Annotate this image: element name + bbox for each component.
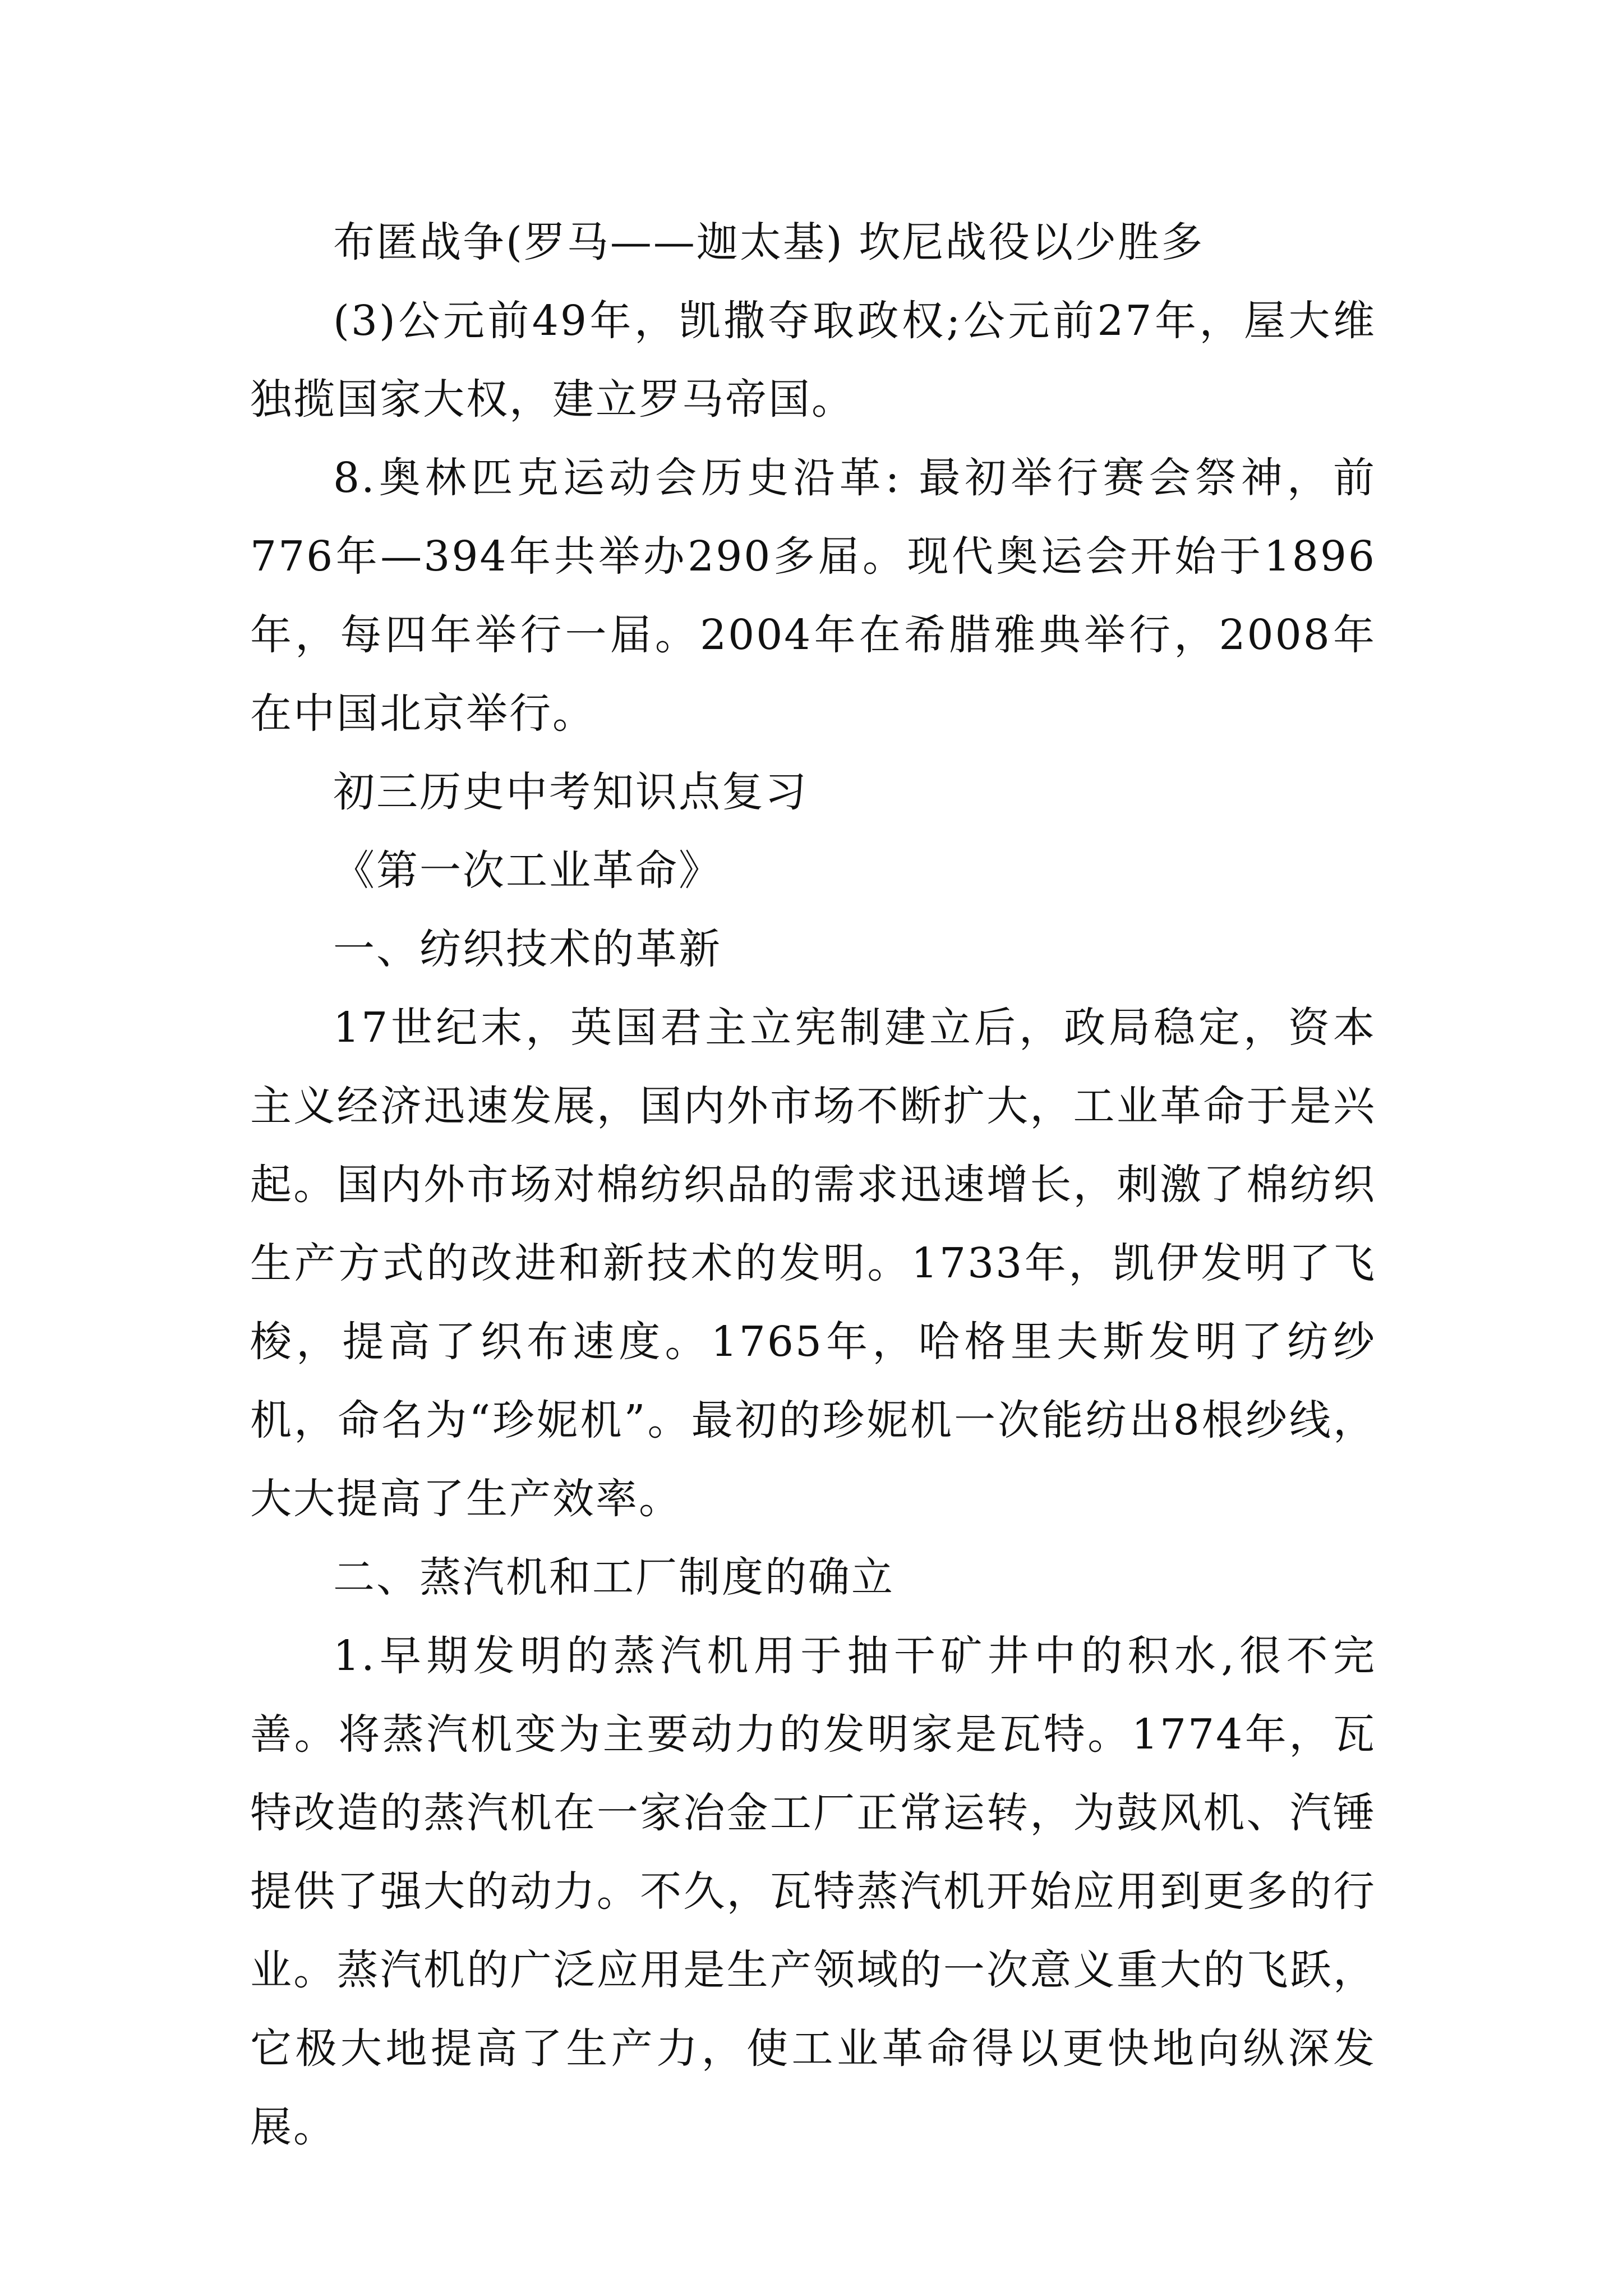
section-heading-review: 初三历史中考知识点复习	[333, 768, 808, 816]
paragraph-olympics: 8.奥林匹克运动会历史沿革: 最初举行赛会祭神，前776年—394年共举办290多届。现代奥运会开始于1896年，每四年举行一届。2004年在希腊雅典举行，2008年在中国北京举行。	[250, 454, 1376, 738]
paragraph-textile: 17世纪末，英国君主立宪制建立后，政局稳定，资本主义经济迅速发展，国内外市场不断扩大，工业革命于是兴起。国内外市场对棉纺织品的需求迅速增长，刺激了棉纺织生产方式的改进和新技术的发明。1733年，凯伊发明了飞梭，提高了织布速度。1765年，哈格里夫斯发明了纺纱机，命名为“珍妮机”。最初的珍妮机一次能纺出8根纱线，大大提高了生产效率。	[250, 1004, 1376, 1523]
paragraph-roman-empire: (3)公元前49年，凯撒夺取政权;公元前27年，屋大维独揽国家大权，建立罗马帝国。	[250, 297, 1376, 424]
subheading-steam-engine: 二、蒸汽机和工厂制度的确立	[333, 1553, 895, 1602]
section-heading-industrial-revolution: 《第一次工业革命》	[333, 846, 722, 895]
subheading-textile: 一、纺织技术的革新	[333, 925, 722, 973]
document-body	[250, 203, 1376, 2166]
paragraph-steam-engine: 1.早期发明的蒸汽机用于抽干矿井中的积水,很不完善。将蒸汽机变为主要动力的发明家是瓦特。1774年，瓦特改造的蒸汽机在一家冶金工厂正常运转，为鼓风机、汽锤提供了强大的动力。不久，瓦特蒸汽机开始应用到更多的行业。蒸汽机的广泛应用是生产领域的一次意义重大的飞跃，它极大地提高了生产力，使工业革命得以更快地向纵深发展。	[250, 1632, 1376, 2151]
paragraph-punic-wars: 布匿战争(罗马——迦太基) 坎尼战役以少胜多	[333, 218, 1205, 266]
